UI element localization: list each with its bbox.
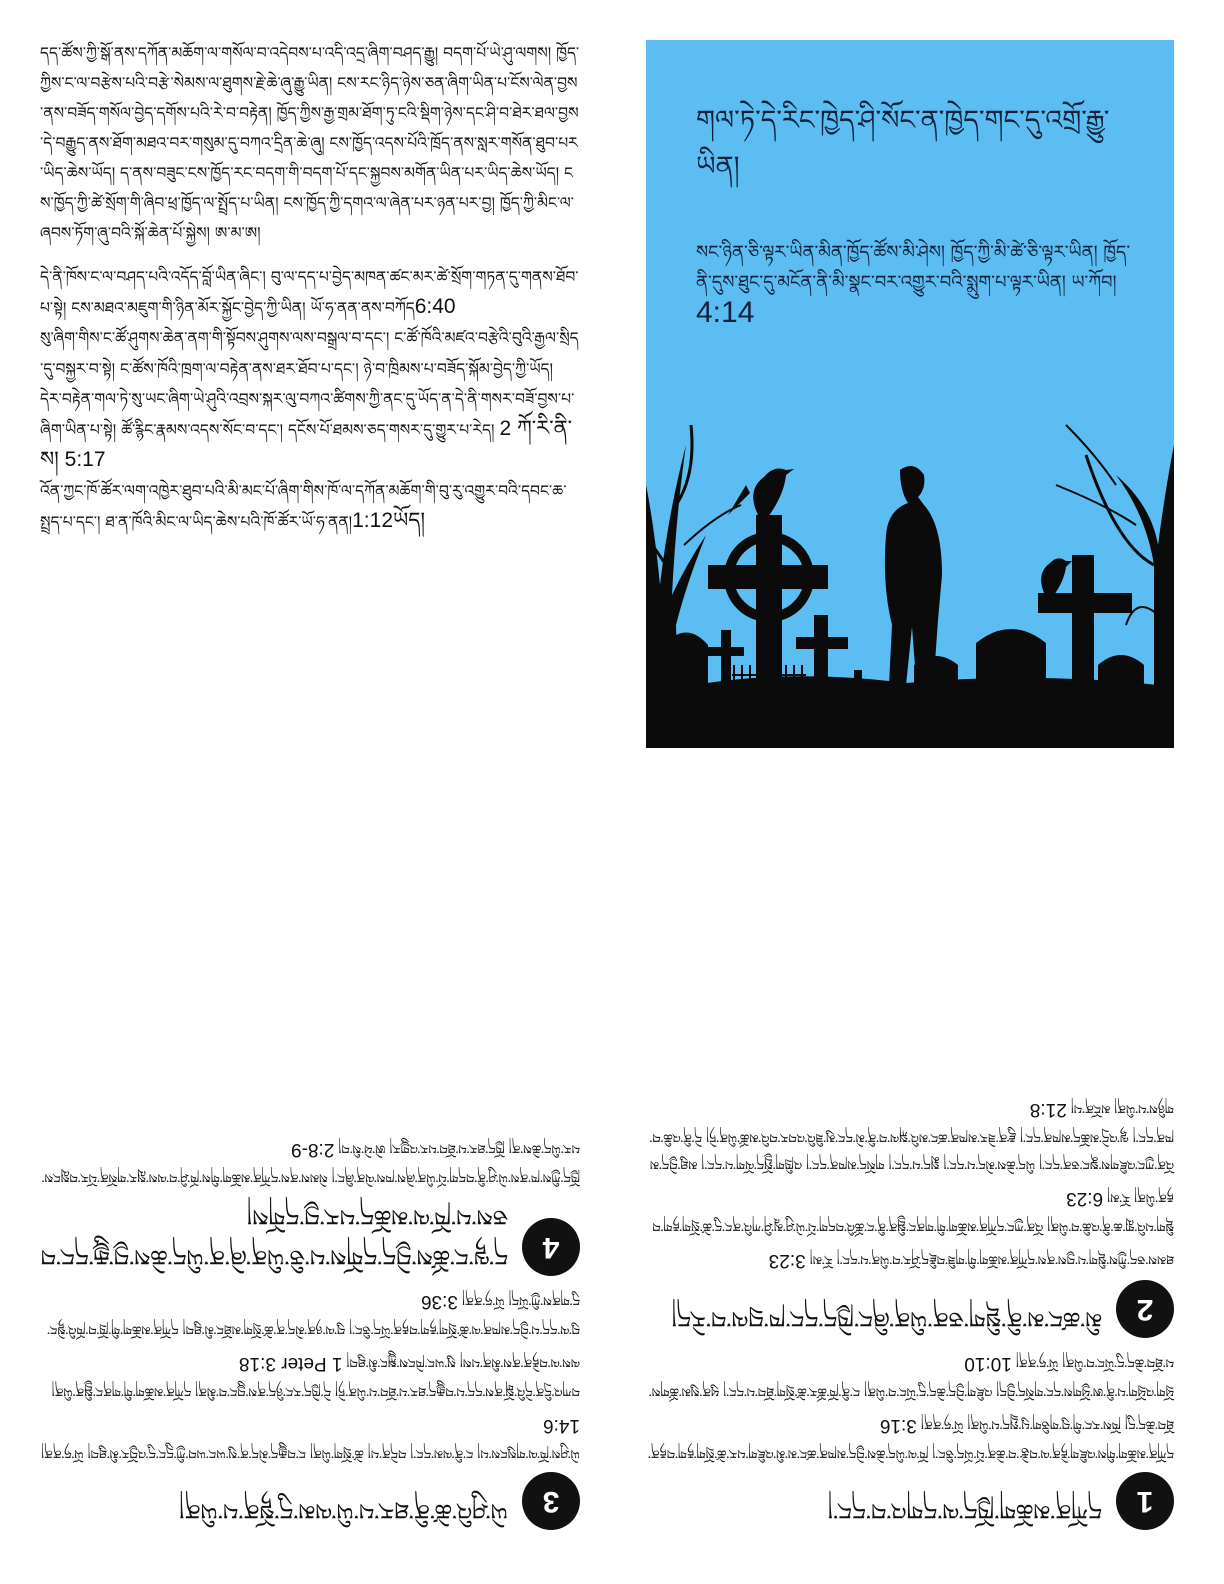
section-number-badge: 2	[1116, 1280, 1174, 1338]
verse-ref: 6:23	[1066, 1188, 1104, 1209]
section-3	[40, 1472, 580, 1530]
cover-panel	[646, 40, 1174, 748]
cover-verse-ref: 4:14	[696, 296, 755, 329]
verse-ref: 10:10	[964, 1353, 1012, 1374]
verse-ref: 1 Peter 3:18	[238, 1353, 343, 1374]
verse-ref: 3:36	[421, 1291, 458, 1312]
top-left-panel	[40, 38, 580, 738]
prayer-paragraph: དད་ཚོས་ཀྱི་སྒོ་ནས་དཀོན་མཆོག་ལ་གསོལ་བ་འདེབས་པ་འདི་འདྲ་ཞིག་བཤད་རྒྱུ། བདག་པོ་ཡེ་ཤུ་ལགས། ཁྱོད་ཀྱིས་ང་ལ་བརྩེས་པའི་བརྩེ་སེམས་ལ་ཐུགས་རྗེ་ཆེ་ཞུ་རྒྱུ་ཡིན། ངས་རང་ཉིད་ཉེས་ཅན་ཞིག་ཡིན་པ་ངོས་ལེན་བྱས་ནས་བཟོད་གསོལ་བྱེད་དགོས་པའི་རེ་བ་བརྟེན། ཁྱོད་ཀྱིས་རྒྱ་གྲམ་ཐོག་ཏུ་ངའི་སྡིག་ཉེས་དང་ཤི་བ་ཐེར་ཐལ་བྱས་དེ་བརྒྱུད་ནས་ཐོག་མཐའ་བར་གསུམ་དུ་བཀའ་དྲིན་ཆེ་ཞུ། ངས་ཁྱོད་འདས་པོའི་ཁྲོད་ནས་སླར་གསོན་ཐུབ་པར་ཡིད་ཆེས་ཡོད། ད་ནས་བཟུང་ངས་ཁྱོད་རང་བདག་གི་བདག་པོ་དང་སྐྱབས་མགོན་ཡིན་པར་ཡིད་ཆེས་ཡོད། ངས་ཁྱོད་ཀྱི་ཚེ་སྲོག་གི་ཞིབ་ཕྲ་ཁྱོད་ལ་སྤྲོད་པ་ཡིན། ངས་ཁྱོད་ཀྱི་དགའ་ལ་ཞེན་པར་ཉན་པར་བྱ། ཁྱོད་ཀྱི་མིང་ལ་ཞབས་ཏོག་ཞུ་བའི་སྐོ་ཆེན་པོ་སྐྱེས། ཨ་མ་ཨ།	[40, 44, 580, 242]
verse-paragraph: སུ་ཞིག་གིས་ང་ཚོ་ཤུགས་ཆེན་ནག་གི་སྟོབས་ཤུགས་ལས་བསྒྲལ་བ་དང་། ང་ཚོ་ཁོའི་མཛའ་བརྩེའི་བུའི་རྒྱལ་སྲིད་དུ་བསྐྱར་བ་སྟེ། ང་ཚོས་ཁོའི་ཁྲག་ལ་བརྟེན་ནས་ཐར་ཐོབ་པ་དང་། ཉེ་བ་ཁྲིམས་པ་བཟོད་སྐོམ་བྱེད་ཀྱི་ཡོད།	[40, 329, 579, 378]
verse-ref: 21:8	[1029, 1099, 1067, 1120]
verse-paragraph: ཐམས་ཅད་ཀྱིས་སྡིག་པ་བྱས་ནས་དཀོན་མཆོག་གི་གཟི་བརྗིད་ཤོར་བ་ཡིན་པ་དང་། རོ་མ། 3:23	[768, 1250, 1174, 1271]
section-number-badge: 4	[522, 1218, 580, 1276]
verse-ref: 6:40	[414, 295, 456, 318]
section-1	[646, 1472, 1174, 1530]
verse-paragraph: བཀའ་དྲིན་དེའི་སྒོ་ནས་དད་པ་བརྒྱུད་ཐར་པ་ཐོབ་པ་ཡིན་ཏེ། དེ་ཁྱེད་རང་ཉིད་ནས་བྱུང་བ་མིན། དཀོན་མཆོག་གི་གནང་སྦྱིན་ཡིན། ལས་ལ་བརྟེན་ནས་མིན་པས། སུ་ཡང་ཁེངས་སྐྱུང་མི་ཐུབ། 1 Peter 3:18	[51, 1353, 580, 1398]
verse-paragraph: འོན་ཀྱང་འཇིགས་སྣང་ཅན་དང་། ཡིད་ཆེས་མེད་པ་དང་། སྨད་པ་དང་། གསོད་མཁན་དང་། འཁྲིག་སྤྱོད་ལོག་པ་དང་། མཐུ་བྱེད་མཁན་དང་། ལྷ་འདྲེ་མཆོད་མཁན་དང་། རྫུན་ཟེར་མཁན་ཚང་མའི་སྐལ་བ་ནི་མེ་དང་མུ་ཟིའི་འབར་བའི་མཚོ་ཡིན་ཏེ། དེ་ནི་འཆི་བ་གཉིས་པ་ཡིན། མངོན་པ། 21:8	[649, 1099, 1174, 1171]
verse-paragraph: འོན་ཀྱང་ཁོ་ཚོར་ལག་འཁྱེར་ཐུབ་པའི་མི་མང་པོ་ཞིག་གིས་ཁོ་ལ་དཀོན་མཆོག་གི་བུ་རུ་འགྱུར་བའི་དབང་ཆ་སྤྲད་པ་དང་། ཐ་ན་ཁོའི་མིང་ལ་ཡིད་ཆེས་པའི་ཁོ་ཚོར་ཡོ་ཧ་ནན།1:12ཡོད།	[40, 482, 567, 532]
cover-title: གལ་ཏེ་དེ་རིང་ཁྱེད་ཤི་སོང་ན་ཁྱེད་གང་དུ་འགྲོ་རྒྱུ་ཡིན།	[696, 105, 1110, 182]
graveyard-silhouette	[646, 365, 1174, 748]
verse-ref: 1:12ཡོད།	[352, 509, 426, 532]
section-title: ཡེ་ཤུའི་ཚེ་ནི་ཐར་པ་ཡི་ལམ་དུ་སྟོན་པ་ཡིན།	[179, 1496, 508, 1524]
verse-ref: 3:23	[768, 1250, 806, 1271]
section-title: ད་ལྟ་ང་ཚོས་བྱེད་དགོས་པ་ཅི་ཡིན་ཞེ་ན་ཡིད་ཆེས་བྱ་རྒྱུ་དང་བཅས་པ་ཁོ་ལ་མཆོད་པར་བྱ་དགོས།	[40, 1202, 508, 1270]
section-number-badge: 3	[522, 1472, 580, 1530]
verse-paragraph: ཕྲོག་འཕྲོག་པ་ནི་ཨ་ཕྱོགས་དང་གསོད་བྱེད། འཇིག་བྱེད་ཆེད་དུ་ཡོང་བ་ཡིན། ང་ནི་ཁོ་ཚོར་ཚེ་སྲོག་ཐོབ་པ་དང་། ཕུན་སུམ་ཚོགས་པ་ཐོབ་ཆེད་དུ་ཡོང་བ་ཡིན། ཡོ་ཧ་ནན། 10:10	[648, 1353, 1174, 1398]
cover-subtitle: སང་ཉིན་ཅི་ལྟར་ཡིན་མིན་ཁྱོད་ཚོས་མི་ཤེས། ཁྱོད་ཀྱི་མི་ཚེ་ཅི་ལྟར་ཡིན། ཁྱོད་ནི་དུས་ཐུང་དུ་མངོན་ནི་མི་སྣང་བར་འགྱུར་བའི་སྨུག་པ་ལྟར་ཡིན། ཡ་ཀོབ། 4:14	[696, 242, 1131, 329]
verse-paragraph: དེ་ནི་ཁོས་ང་ལ་བཤད་པའི་འདོད་བློ་ཡིན་ཞིང་། བུ་ལ་དད་པ་བྱེད་མཁན་ཚང་མར་ཚེ་སྲོག་གཏན་དུ་གནས་ཐོབ་པ་སྟེ། ངས་མཐའ་མཇུག་གི་ཉིན་མོར་སྐྱོང་བྱེད་ཀྱི་ཡིན། ཡོ་ཧ་ནན་ནས་བཀོད6:40	[40, 268, 579, 318]
verse-paragraph: ཁྱོད་ཀྱིས་ཁ་ནས་ཡེ་ཤུ་ནི་བདག་པོ་ཡིན་ཞེས་ཁས་ལེན་ཞིང་། སེམས་ནས་དཀོན་མཆོག་གིས་ཁོ་ཤི་བ་ལས་སླར་གསོན་པོར་བསླངས་པར་ཡིད་ཆེས་ན། ཁྱོད་ཐར་པ་ཐོབ་པར་འགྱུར། ཨེ་ཕེ་སི་བ། 2:8-9	[41, 1139, 580, 1184]
verse-ref: 2 ཀོ་རི་ནི་ས། 5:17	[40, 417, 573, 471]
section-title: དཀོན་མཆོག་ཁྱོད་ལ་དགའ་བ་དང་།	[827, 1496, 1102, 1524]
verse-paragraph: དཀོན་མཆོག་གིས་འཇིག་རྟེན་ལ་བརྩེ་བ་ཆེན་པོ་ཡོད་ཅིང་། ཁོ་ལ་ཡིད་ཆེས་བྱེད་མཁན་ཚང་མ་མི་འཇིག་པར་ཚེ་སྲོག་རྟག་བརྟན་ཐོབ་ཆེད་དུ། ཁོས་རང་གི་བུ་གཅིག་པུ་སྤྲད་པ་ཡིན། ཡོ་ཧ་ནན། 3:16	[648, 1415, 1174, 1460]
section-4	[40, 1196, 580, 1276]
section-2	[646, 1280, 1174, 1338]
verse-paragraph: ཡེ་ཤུས་ཁོ་ལ་གསུངས་པ། ང་ནི་ལམ་དང་། བདེན་པ། ཚེ་སྲོག་ཡིན། ང་བརྒྱུད་མེད་ན་སུ་ཡང་ཡབ་ཀྱི་དྲུང་དུ་འབྱོར་མི་ཐུབ། ཡོ་ཧ་ནན། 14:6	[41, 1415, 580, 1460]
verse-ref: 2:8-9	[291, 1139, 335, 1160]
verse-paragraph: དེར་བརྟེན་གལ་ཏེ་སུ་ཡང་ཞིག་ཡེ་ཤུའི་འབྲས་སྐར་ལུ་བཀའ་ཚིགས་ཀྱི་ནང་དུ་ཡོད་ན་དེ་ནི་གསར་བཟོ་བྱས་པ་ཞིག་ཡིན་པ་སྟེ། ཚོ་རྙིང་རྣམས་འདས་སོང་བ་དང་། དངོས་པོ་ཐམས་ཅད་གསར་དུ་གྱུར་པ་རེད། 2 ཀོ་རི་ནི་ས། 5:17	[40, 390, 575, 471]
section-number-badge: 1	[1116, 1472, 1174, 1530]
verse-ref: 14:6	[543, 1415, 580, 1436]
bottom-left-panel	[40, 800, 580, 1540]
verse-paragraph: བུ་ལ་དད་པ་བྱེད་མཁན་ལ་ཚེ་སྲོག་རྟག་བརྟན་ཡོད་ཅིང་། བུ་ལ་ཉན་མེད་ན་ཚེ་སྲོག་མཐོང་མི་ཐུབ། དཀོན་མཆོག་གི་ཁྲོ་བ་ཁོའི་སྟེང་དུ་གནས་ཀྱི་ཡོད། ཡོ་ཧ་ནན། 3:36	[47, 1291, 580, 1336]
bottom-right-panel	[646, 800, 1174, 1540]
verse-ref: 3:16	[879, 1415, 917, 1436]
section-title: མི་ཚང་མ་ནི་སྡིག་ཅན་ཡིན་ཞིང་ཁྱེད་དང་ཁ་བྲལ་བ་རེད།	[671, 1304, 1102, 1332]
verse-paragraph: སྡིག་པའི་གླ་ཆ་ནི་འཆི་བ་ཡིན། འོན་ཀྱང་དཀོན་མཆོག་གི་གནང་སྦྱིན་ནི་ང་ཚོའི་བདག་པོ་ཡེ་ཤུ་མཱ་ཤི་ཀའི་ནང་དུ་ཚེ་སྲོག་རྟག་བརྟན་ཡིན། རོ་མ། 6:23	[652, 1188, 1174, 1233]
